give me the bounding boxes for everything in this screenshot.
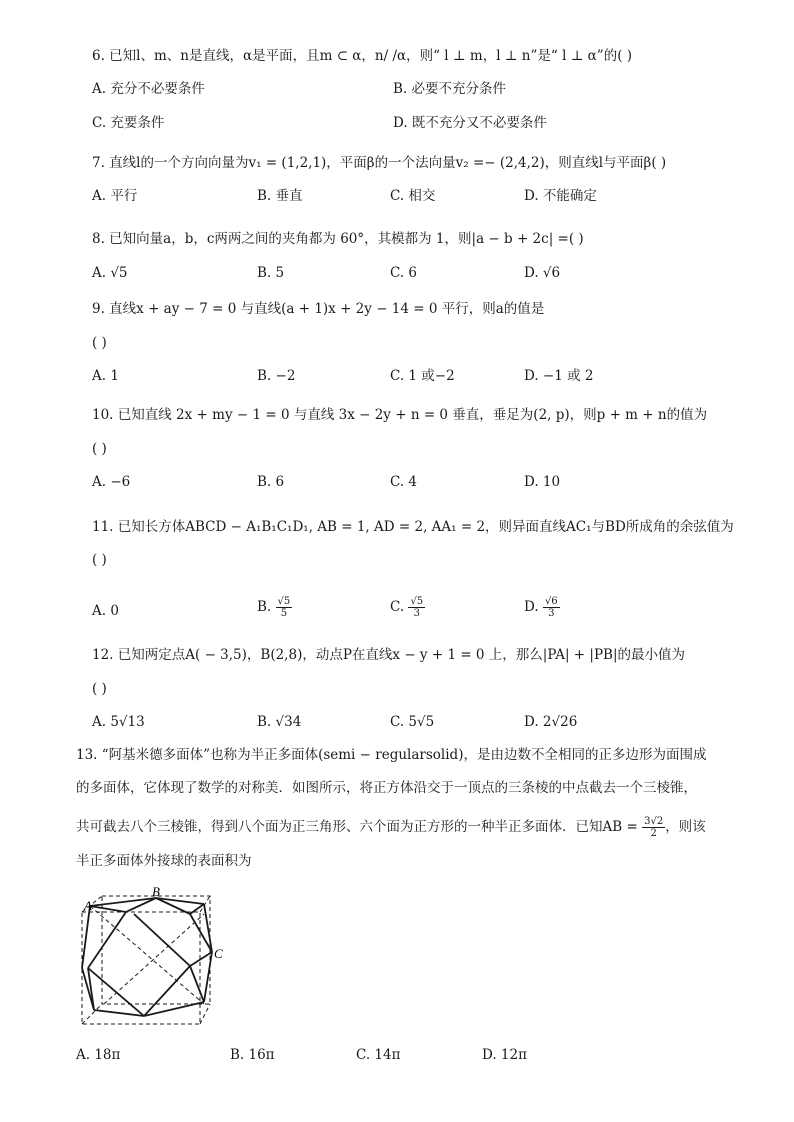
q12-option-c: C. 5√5: [390, 714, 435, 730]
q10-option-c: C. 4: [390, 474, 418, 490]
q13-line-3-text: 共可截去八个三棱锥，得到八个面为正三角形、六个面为正方形的一种半正多面体．已知AB =: [76, 819, 638, 835]
q9-paren: ( ): [92, 335, 107, 351]
q13-line-3-tail: ，则该: [665, 819, 706, 835]
vertex-label-a: A: [84, 898, 92, 913]
q6-stem: 6. 已知l、m、n是直线，α是平面，且m ⊂ α，n/ /α，则“ l ⊥ m，l ⊥ n”是“ l ⊥ α”的( ): [92, 48, 633, 64]
q11-paren: ( ): [92, 552, 107, 568]
q11-option-b-label: B.: [257, 599, 272, 615]
q11-option-c-label: C.: [390, 599, 405, 615]
vertex-label-b: B: [152, 884, 160, 899]
q13-option-b: B. 16π: [230, 1047, 275, 1063]
q11-option-c-fraction: $\frac{√5}{3}$: [410, 596, 424, 619]
q11-option-b: [257, 596, 292, 619]
q7-option-b: B. 垂直: [257, 188, 303, 204]
q10-paren: ( ): [92, 441, 107, 457]
q8-option-c: C. 6: [390, 265, 418, 281]
q11-option-a: A. 0: [92, 603, 119, 619]
q7-option-a: A. 平行: [92, 188, 138, 204]
q9-option-b: B. −2: [257, 368, 296, 384]
q8-option-b: B. 5: [257, 265, 285, 281]
q11-option-d-fraction: $\frac{√6}{3}$: [544, 596, 558, 619]
q13-line-4: 半正多面体外接球的表面积为: [76, 853, 252, 869]
q12-stem: 12. 已知两定点A( − 3,5)，B(2,8)，动点P在直线x − y + 1 = 0 上，那么|PA| + |PB|的最小值为: [92, 647, 685, 663]
q10-stem: 10. 已知直线 2x + my − 1 = 0 与直线 3x − 2y + n = 0 垂直，垂足为(2, p)，则p + m + n的值为: [92, 407, 708, 423]
q12-option-a: A. 5√13: [92, 714, 145, 730]
q13-line-3: [76, 816, 706, 839]
q11-option-d-label: D.: [524, 599, 539, 615]
q10-option-d: D. 10: [524, 474, 561, 490]
q8-stem: 8. 已知向量a，b，c两两之间的夹角都为 60°，其模都为 1，则|a − b + 2c| =( ): [92, 231, 584, 247]
vertex-label-c: C: [214, 946, 223, 961]
q13-option-d: D. 12π: [482, 1047, 527, 1063]
q11-option-d: [524, 596, 560, 619]
q8-option-d: D. √6: [524, 265, 561, 281]
q13-ab-fraction: $\frac{3√2}{2}$: [644, 816, 664, 839]
q11-option-b-fraction: $\frac{√5}{5}$: [277, 596, 291, 619]
q9-option-c: C. 1 或−2: [390, 368, 455, 384]
q10-option-a: A. −6: [92, 474, 131, 490]
q9-stem: 9. 直线x + ay − 7 = 0 与直线(a + 1)x + 2y − 14 = 0 平行，则a的值是: [92, 301, 545, 317]
q6-option-d: D. 既不充分又不必要条件: [393, 115, 547, 131]
q12-paren: ( ): [92, 681, 107, 697]
q9-option-a: A. 1: [92, 368, 119, 384]
q11-option-c: [390, 596, 425, 619]
q13-line-2: 的多面体，它体现了数学的对称美．如图所示，将正方体沿交于一顶点的三条棱的中点截去一个三棱锥，: [76, 780, 697, 796]
q10-option-b: B. 6: [257, 474, 285, 490]
q8-option-a: A. √5: [92, 265, 128, 281]
polyhedron-figure: [74, 884, 234, 1029]
q13-line-1: 13. “阿基米德多面体”也称为半正多面体(semi − regularsolid)，是由边数不全相同的正多边形为面围成: [76, 747, 707, 763]
q11-stem: 11. 已知长方体ABCD − A₁B₁C₁D₁, AB = 1, AD = 2, AA₁ = 2，则异面直线AC₁与BD所成角的余弦值为: [92, 519, 734, 535]
q13-option-c: C. 14π: [356, 1047, 401, 1063]
q12-option-d: D. 2√26: [524, 714, 578, 730]
q9-option-d: D. −1 或 2: [524, 368, 594, 384]
q7-option-d: D. 不能确定: [524, 188, 597, 204]
q13-option-a: A. 18π: [76, 1047, 121, 1063]
q6-option-b: B. 必要不充分条件: [393, 81, 507, 97]
q6-option-a: A. 充分不必要条件: [92, 81, 205, 97]
q7-option-c: C. 相交: [390, 188, 436, 204]
q12-option-b: B. √34: [257, 714, 302, 730]
q6-option-c: C. 充要条件: [92, 115, 165, 131]
q7-stem: 7. 直线l的一个方向向量为v₁ = (1,2,1)，平面β的一个法向量v₂ =− (2,4,2)，则直线l与平面β( ): [92, 155, 667, 171]
